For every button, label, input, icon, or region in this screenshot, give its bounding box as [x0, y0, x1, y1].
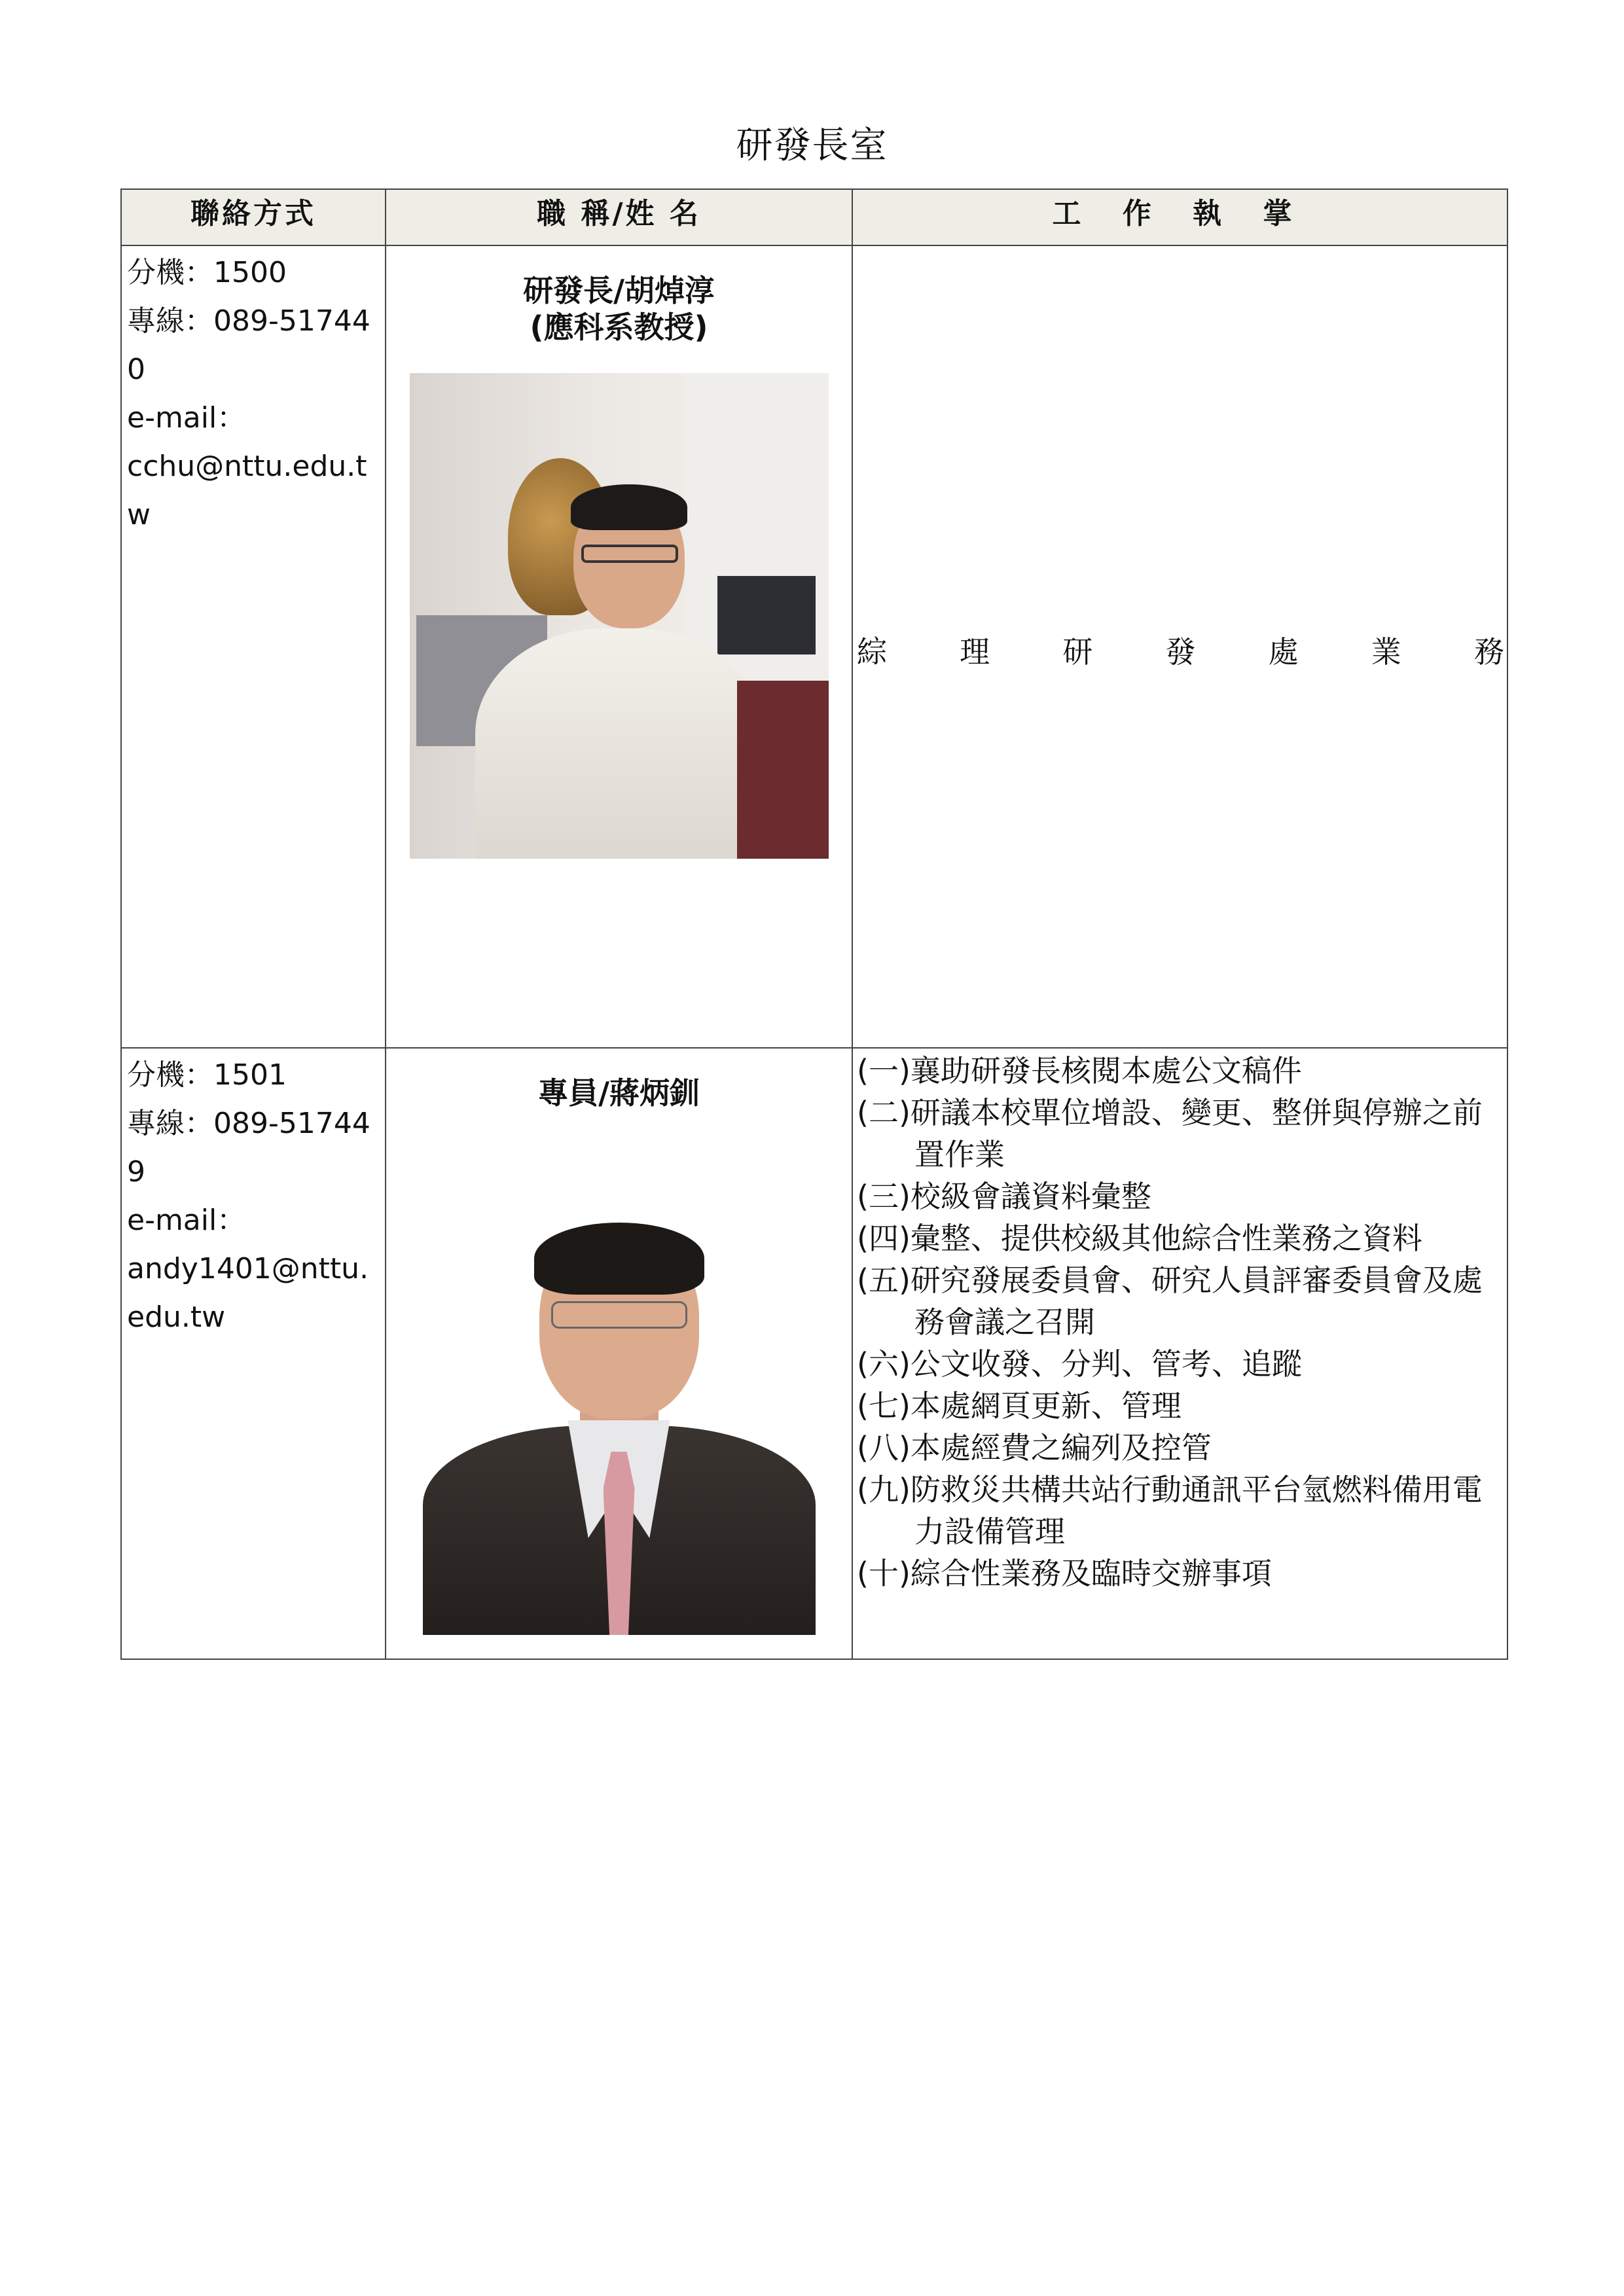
- duty-char: 發: [1165, 634, 1196, 670]
- list-item: (五)研究發展委員會、研究人員評審委員會及處務會議之召開: [857, 1263, 1483, 1340]
- contact-cell: [121, 1048, 386, 1659]
- email-label: e-mail：: [127, 401, 246, 435]
- list-item: (十)綜合性業務及臨時交辦事項: [857, 1556, 1272, 1591]
- header-title-name: 職 稱/姓 名: [386, 189, 852, 245]
- list-item: (一)襄助研發長核閱本處公文稿件: [857, 1053, 1302, 1088]
- extension: 分機：1500: [127, 256, 287, 289]
- email-address[interactable]: cchu@nttu.edu.tw: [127, 450, 367, 531]
- duty-char: 綜: [857, 634, 887, 670]
- contact-cell: [121, 245, 386, 1048]
- list-item: (二)研議本校單位增設、變更、整併與停辦之前置作業: [857, 1095, 1483, 1172]
- duties-cell: [852, 1048, 1507, 1659]
- list-item: (八)本處經費之編列及控管: [857, 1430, 1212, 1465]
- title-name: 專員/蔣炳釧: [538, 1075, 700, 1111]
- duty-char: 處: [1268, 634, 1299, 670]
- extension: 分機：1501: [127, 1058, 287, 1092]
- header-duties: 工 作 執 掌: [852, 189, 1507, 245]
- list-item: (三)校級會議資料彙整: [857, 1179, 1151, 1214]
- duties-list: [853, 1049, 1507, 1594]
- title-department: (應科系教授): [530, 310, 708, 345]
- duties-text: [853, 628, 1507, 672]
- table-row: [121, 245, 1507, 1048]
- email-label: e-mail：: [127, 1204, 246, 1237]
- duty-char: 理: [960, 634, 990, 670]
- title-name-cell: [386, 1048, 852, 1659]
- page-title: 研發長室: [736, 124, 888, 167]
- duty-char: 業: [1371, 634, 1401, 670]
- list-item: (七)本處網頁更新、管理: [857, 1388, 1182, 1424]
- duties-cell: [852, 245, 1507, 1048]
- title-name: 研發長/胡焯淳: [523, 273, 715, 308]
- duty-char: 研: [1062, 634, 1093, 670]
- portrait-photo: [410, 373, 829, 859]
- portrait-photo: [423, 1190, 816, 1635]
- table-row: [121, 1048, 1507, 1659]
- direct-line: 專線：089-517440: [127, 304, 370, 386]
- duty-char: 務: [1473, 634, 1504, 670]
- list-item: (四)彙整、提供校級其他綜合性業務之資料: [857, 1221, 1422, 1256]
- table-header: [121, 189, 1507, 245]
- header-contact: 聯絡方式: [121, 189, 386, 245]
- title-name-cell: [386, 245, 852, 1048]
- staff-table: [120, 188, 1508, 1660]
- list-item: (九)防救災共構共站行動通訊平台氫燃料備用電力設備管理: [857, 1472, 1483, 1549]
- list-item: (六)公文收發、分判、管考、追蹤: [857, 1346, 1302, 1382]
- direct-line: 專線：089-517449: [127, 1107, 370, 1189]
- email-address[interactable]: andy1401@nttu.edu.tw: [127, 1252, 369, 1334]
